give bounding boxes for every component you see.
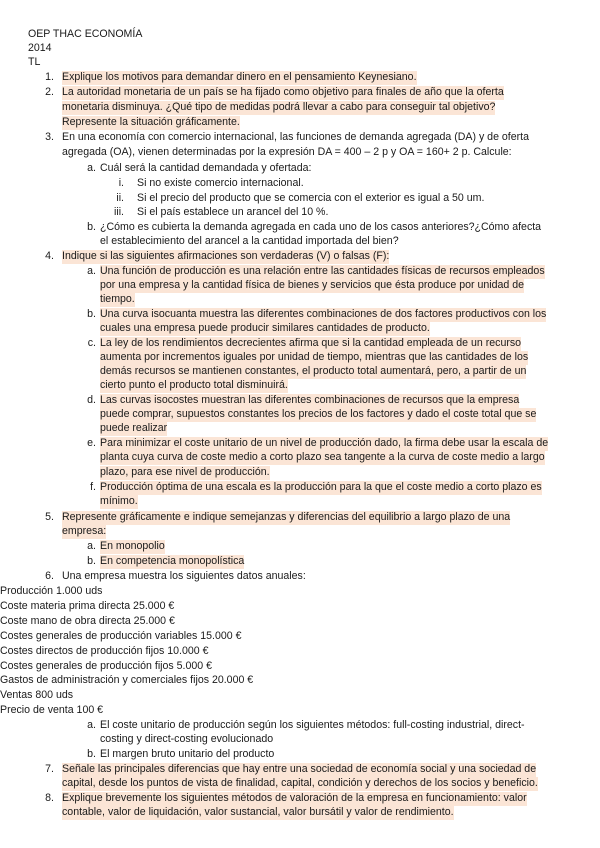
q7-line1: Señale las principales diferencias que hay entre una sociedad de economía social y una sociedad de [62,763,537,775]
q6-data-generales-fijos: Costes generales de producción fijos 5.000 € [0,660,213,672]
q3-number: 3. [45,131,54,143]
q6-data-ventas: Ventas 800 uds [0,689,74,701]
q4d-line3: puede realizar [100,422,168,434]
q4b-line1: Una curva isocuanta muestra las diferentes combinaciones de dos factores productivos con los [100,308,547,320]
q4e-line1: Para minimizar el coste unitario de un nivel de producción dado, la firma debe usar la escala de [100,437,549,449]
q3a-iii-num: iii. [113,206,124,218]
q6-data-mano-obra: Coste mano de obra directa 25.000 € [0,615,175,627]
q6b-text: El margen bruto unitario del producto [100,748,275,760]
q5-number: 5. [45,511,54,523]
q3b-letter: b. [87,221,96,233]
q3a-ii-num: ii. [116,192,124,204]
q6b-letter: b. [87,748,96,760]
q3a-i-num: i. [118,177,124,189]
q4b-line2: cuales una empresa puede producir similares cantidades de producto. [100,322,430,334]
q4c-line2: aumenta por incrementos iguales por unidad de tiempo, mientras que las cantidades de los [100,351,529,363]
q4c-line3: demás recursos se mantienen constantes, el producto total aumentará, pero, a partir de un [100,365,527,377]
q3a-ii-text: Si el precio del producto que se comercia con el exterior es igual a 50 um. [137,192,485,204]
q4-text: Indique si las siguientes afirmaciones son verdaderas (V) o falsas (F): [62,250,390,262]
q5b-text: En competencia monopolística [100,555,245,567]
q5a-letter: a. [87,540,96,552]
q4d-line1: Las curvas isocostes muestran las diferentes combinaciones de recursos que la empresa [100,394,520,406]
q4e-line2: planta cuya curva de coste medio a corto plazo sea tangente a la curva de coste medio a largo [100,451,545,463]
q8-line1: Explique brevemente los siguientes métodos de valoración de la empresa en funcionamiento: valor [62,792,527,804]
q3a-text: Cuál será la cantidad demandada y ofertada: [100,162,312,174]
q3a-iii-text: Si el país establece un arancel del 10 %. [137,206,329,218]
q6-data-produccion: Producción 1.000 uds [0,585,103,597]
q7-number: 7. [45,763,54,775]
q6-text: Una empresa muestra los siguientes datos anuales: [62,570,306,582]
header-title: OEP THAC ECONOMÍA [28,28,143,40]
q2-line1: La autoridad monetaria de un país se ha fijado como objetivo para finales de año que la oferta [62,86,504,98]
q4e-letter: e. [87,437,96,449]
q1-number: 1. [45,71,54,83]
q8-line2: contable, valor de liquidación, valor sustancial, valor bursátil y valor de rendimiento. [62,806,454,818]
q4f-line2: mínimo. [100,495,138,507]
q4a-line2: por una empresa y la cantidad física de bienes y servicios que ésta produce por unidad de [100,279,525,291]
q7-line2: capital, desde los puntos de vista de finalidad, capital, condición y derechos de los socios y beneficio. [62,777,538,789]
q4d-line2: puede comprar, supuestos constantes los precios de los factores y dado el coste total que se [100,408,537,420]
q4d-letter: d. [87,394,96,406]
q2-line3: Represente la situación gráficamente. [62,116,240,128]
header-year: 2014 [28,42,52,54]
q3a-letter: a. [87,162,96,174]
q1-text: Explique los motivos para demandar dinero en el pensamiento Keynesiano. [62,71,417,83]
q3-line2: agregada (OA), vienen determinadas por la expresión DA = 400 – 2 p y OA = 160+ 2 p. Calcule: [62,146,512,158]
q4c-line4: cierto punto el producto total disminuirá. [100,379,288,391]
q3b-line1: ¿Cómo es cubierta la demanda agregada en cada uno de los casos anteriores?¿Cómo afecta [100,221,542,233]
q5-line2: empresa: [62,525,107,537]
q6-data-generales-variables: Costes generales de producción variables 15.000 € [0,630,242,642]
q2-line2: monetaria disminuya. ¿Qué tipo de medidas podrá llevar a cabo para conseguir tal objetivo? [62,101,496,113]
q4c-line1: La ley de los rendimientos decrecientes afirma que si la cantidad empleada de un recurso [100,337,522,349]
q4f-line1: Producción óptima de una escala es la producción para la que el coste medio a corto plazo es [100,481,542,493]
q8-number: 8. [45,792,54,804]
q3a-i-text: Si no existe comercio internacional. [137,177,304,189]
q6-number: 6. [45,570,54,582]
q4a-line3: tiempo. [100,293,135,305]
header-initials: TL [28,56,41,68]
q4a-line1: Una función de producción es una relación entre las cantidades físicas de recursos empleados [100,265,545,277]
q5-line1: Represente gráficamente e indique semejanzas y diferencias del equilibrio a largo plazo de una [62,511,511,523]
q6-data-materia-prima: Coste materia prima directa 25.000 € [0,600,175,612]
q3b-line2: el establecimiento del arancel a la cantidad importada del bien? [100,235,399,247]
q6-data-precio-venta: Precio de venta 100 € [0,704,104,716]
q4-number: 4. [45,250,54,262]
q4c-letter: c. [87,337,96,349]
q6a-line1: El coste unitario de producción según los siguientes métodos: full-costing industrial, direct- [100,719,525,731]
q6-data-gastos-admin: Gastos de administración y comerciales fijos 20.000 € [0,674,254,686]
q5a-text: En monopolio [100,540,165,552]
q2-number: 2. [45,86,54,98]
q5b-letter: b. [87,555,96,567]
q4f-letter: f. [90,481,96,493]
q6-data-directos-fijos: Costes directos de producción fijos 10.000 € [0,645,209,657]
q4b-letter: b. [87,308,96,320]
q4e-line3: plazo, para ese nivel de producción. [100,466,270,478]
q4a-letter: a. [87,265,96,277]
q6a-letter: a. [87,719,96,731]
q6a-line2: costing y direct-costing evolucionado [100,733,274,745]
q3-line1: En una economía con comercio internacional, las funciones de demanda agregada (DA) y de oferta [62,131,529,143]
